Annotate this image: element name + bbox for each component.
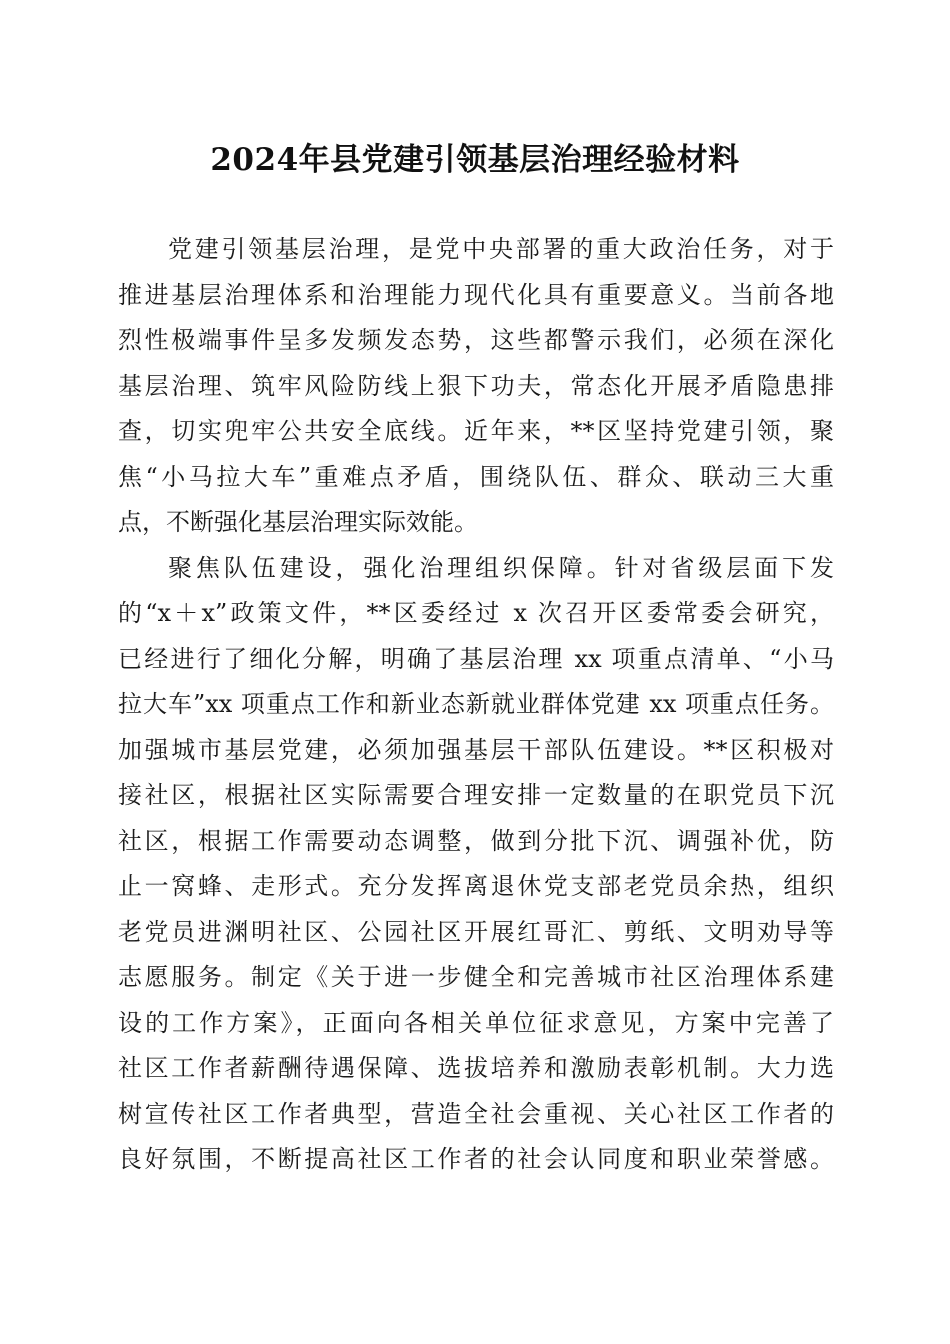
paragraph-1 [118,227,834,546]
text-line: 加强城市基层党建，必须加强基层干部队伍建设。**区积极对 [118,735,834,764]
text-line: 聚焦队伍建设，强化治理组织保障。针对省级层面下发 [168,553,834,582]
text-line: 烈性极端事件呈多发频发态势，这些都警示我们，必须在深化 [118,326,834,354]
text-line: 树宣传社区工作者典型，营造全社会重视、关心社区工作者的 [118,1099,834,1128]
text-line: 止一窝蜂、走形式。充分发挥离退休党支部老党员余热，组织 [118,872,834,900]
document-body [118,227,834,1183]
text-line: 志愿服务。制定《关于进一步健全和完善城市社区治理体系建 [118,963,834,991]
text-line: 社区，根据工作需要动态调整，做到分批下沉、调强补优，防 [118,826,834,855]
text-line: 推进基层治理体系和治理能力现代化具有重要意义。当前各地 [118,280,834,309]
text-line: 焦“小马拉大车”重难点矛盾，围绕队伍、群众、联动三大重 [118,462,834,491]
text-line: 查，切实兜牢公共安全底线。近年来，**区坚持党建引领，聚 [118,417,834,445]
document-title: 2024年县党建引领基层治理经验材料 [210,142,740,178]
text-line: 基层治理、筑牢风险防线上狠下功夫，常态化开展矛盾隐患排 [118,371,834,400]
text-line: 老党员进渊明社区、公园社区开展红哥汇、剪纸、文明劝导等 [118,917,834,946]
text-line: 接社区，根据社区实际需要合理安排一定数量的在职党员下沉 [118,781,834,809]
text-line: 拉大车”xx 项重点工作和新业态新就业群体党建 xx 项重点任务。 [118,690,834,718]
text-line: 设的工作方案》，正面向各相关单位征求意见，方案中完善了 [118,1008,834,1037]
text-line: 社区工作者薪酬待遇保障、选拔培养和激励表彰机制。大力选 [118,1054,834,1082]
text-line: 的“x＋x”政策文件，**区委经过 x 次召开区委常委会研究， [118,599,834,627]
text-line: 良好氛围，不断提高社区工作者的社会认同度和职业荣誉感。 [118,1145,834,1173]
paragraph-2 [118,546,834,1183]
text-line: 已经进行了细化分解，明确了基层治理 xx 项重点清单、“小马 [118,644,834,673]
text-line: 党建引领基层治理，是党中央部署的重大政治任务，对于 [168,235,834,263]
text-line: 点，不断强化基层治理实际效能。 [118,508,478,536]
